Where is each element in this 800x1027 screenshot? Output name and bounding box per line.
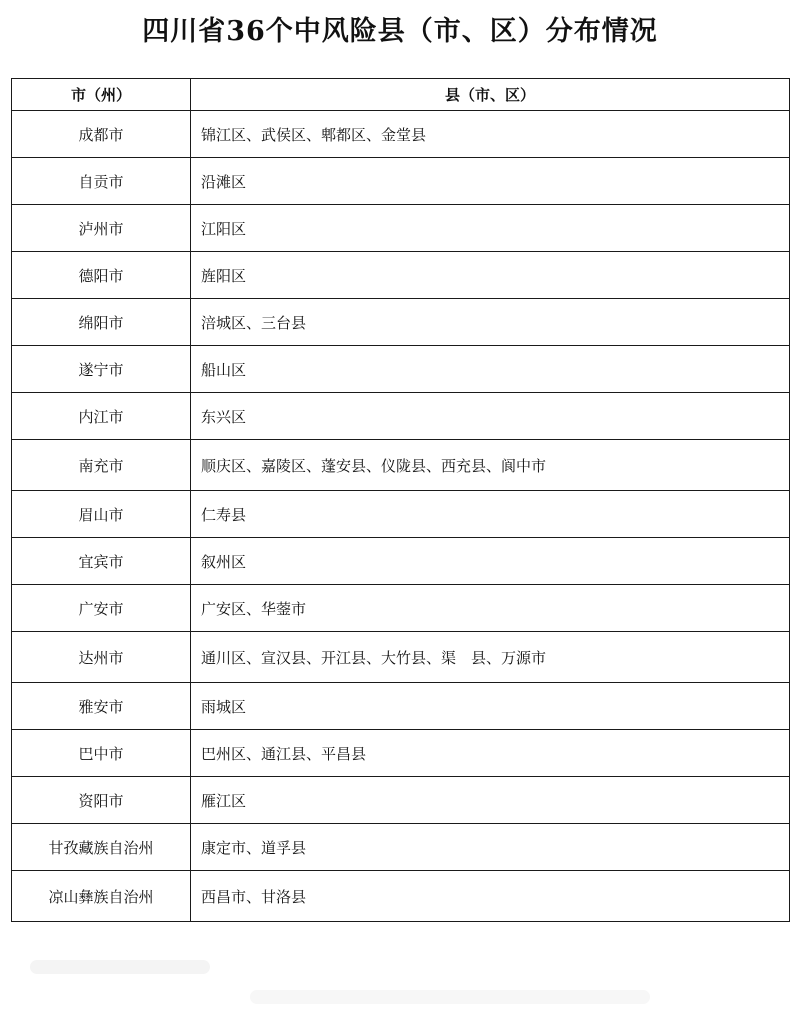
table-row: [12, 252, 790, 299]
counties-cell: 江阳区: [191, 205, 790, 252]
table-row: [12, 205, 790, 252]
city-cell: 巴中市: [12, 730, 191, 777]
scan-smudge: [250, 990, 650, 1004]
counties-cell: 西昌市、甘洛县: [191, 871, 790, 922]
column-header-city: 市（州）: [12, 79, 191, 111]
counties-cell: 锦江区、武侯区、郫都区、金堂县: [191, 111, 790, 158]
city-cell: 遂宁市: [12, 346, 191, 393]
table-row: [12, 491, 790, 538]
city-cell: 泸州市: [12, 205, 191, 252]
counties-cell: 船山区: [191, 346, 790, 393]
table-row: [12, 585, 790, 632]
scan-smudge: [30, 960, 210, 974]
city-cell: 绵阳市: [12, 299, 191, 346]
table-row: [12, 393, 790, 440]
table-header-row: [12, 79, 790, 111]
counties-cell: 雨城区: [191, 683, 790, 730]
city-cell: 内江市: [12, 393, 191, 440]
city-cell: 自贡市: [12, 158, 191, 205]
table-row: [12, 158, 790, 205]
table-row: [12, 538, 790, 585]
counties-cell: 广安区、华蓥市: [191, 585, 790, 632]
city-cell: 凉山彝族自治州: [12, 871, 191, 922]
table-row: [12, 871, 790, 922]
table-body: [12, 111, 790, 922]
city-cell: 广安市: [12, 585, 191, 632]
risk-county-table: [11, 78, 790, 922]
city-cell: 宜宾市: [12, 538, 191, 585]
city-cell: 雅安市: [12, 683, 191, 730]
city-cell: 成都市: [12, 111, 191, 158]
table-row: [12, 824, 790, 871]
counties-cell: 东兴区: [191, 393, 790, 440]
city-cell: 达州市: [12, 632, 191, 683]
counties-cell: 涪城区、三台县: [191, 299, 790, 346]
city-cell: 眉山市: [12, 491, 191, 538]
counties-cell: 旌阳区: [191, 252, 790, 299]
counties-cell: 顺庆区、嘉陵区、蓬安县、仪陇县、西充县、阆中市: [191, 440, 790, 491]
counties-cell: 雁江区: [191, 777, 790, 824]
table-row: [12, 299, 790, 346]
column-header-counties: 县（市、区）: [191, 79, 790, 111]
counties-cell: 仁寿县: [191, 491, 790, 538]
table-row: [12, 777, 790, 824]
table-row: [12, 683, 790, 730]
counties-cell: 叙州区: [191, 538, 790, 585]
counties-cell: 康定市、道孚县: [191, 824, 790, 871]
table-row: [12, 440, 790, 491]
counties-cell: 通川区、宣汉县、开江县、大竹县、渠 县、万源市: [191, 632, 790, 683]
table-row: [12, 111, 790, 158]
counties-cell: 沿滩区: [191, 158, 790, 205]
table-row: [12, 346, 790, 393]
page-title: 四川省36个中风险县（市、区）分布情况: [142, 16, 658, 47]
city-cell: 甘孜藏族自治州: [12, 824, 191, 871]
city-cell: 南充市: [12, 440, 191, 491]
counties-cell: 巴州区、通江县、平昌县: [191, 730, 790, 777]
table-row: [12, 632, 790, 683]
city-cell: 德阳市: [12, 252, 191, 299]
city-cell: 资阳市: [12, 777, 191, 824]
table-row: [12, 730, 790, 777]
